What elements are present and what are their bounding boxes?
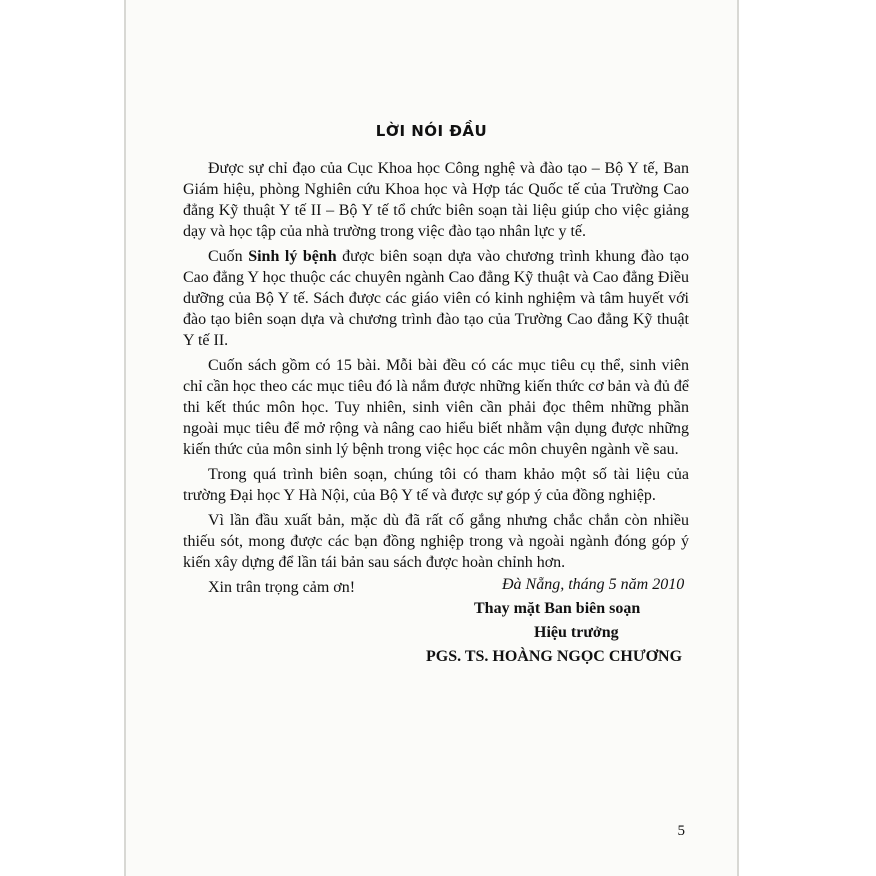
- paragraph-6: Xin trân trọng cảm ơn!: [208, 579, 356, 596]
- paragraph-3: Cuốn sách gồm có 15 bài. Mỗi bài đều có các mục tiêu cụ thể, sinh viên chỉ cần học theo các mục tiêu đó là nắm được những kiến thức cơ bản và đủ để thi kết thúc môn học. Tuy nhiên, sinh viên cần phải đọc thêm những phần ngoài mục tiêu để mở rộng và nâng cao hiểu biết nhằm vận dụng được những kiến thức của môn sinh lý bệnh trong việc học các môn chuyên ngành về sau.: [183, 357, 689, 458]
- on-behalf-line: Thay mặt Ban biên soạn: [474, 600, 641, 617]
- paragraph-4: Trong quá trình biên soạn, chúng tôi có tham khảo một số tài liệu của trường Đại học Y Hà Nội, của Bộ Y tế và được sự góp ý của đồng nghiệp.: [183, 466, 689, 504]
- preface-body: [183, 158, 689, 602]
- page-number: 5: [677, 823, 685, 839]
- paragraph-5: Vì lần đầu xuất bản, mặc dù đã rất cố gắng nhưng chắc chắn còn nhiều thiếu sót, mong được các bạn đồng nghiệp trong và ngoài ngành đóng góp ý kiến xây dựng để lần tái bản sau sách được hoàn chỉnh hơn.: [183, 512, 689, 571]
- paragraph-1: Được sự chỉ đạo của Cục Khoa học Công nghệ và đào tạo – Bộ Y tế, Ban Giám hiệu, phòng Nghiên cứu Khoa học và Hợp tác Quốc tế của Trường Cao đẳng Kỹ thuật Y tế II – Bộ Y tế tổ chức biên soạn tài liệu giúp cho việc giảng dạy và học tập của nhà trường trong việc đào tạo nhân lực y tế.: [183, 160, 689, 240]
- signature-block: [426, 573, 716, 669]
- book-title: Sinh lý bệnh: [248, 248, 337, 265]
- signer-name: PGS. TS. HOÀNG NGỌC CHƯƠNG: [426, 648, 683, 665]
- paragraph-2-pre: Cuốn: [208, 248, 249, 265]
- paragraph-2-post: được biên soạn dựa vào chương trình khung đào tạo Cao đẳng Y học thuộc các chuyên ngành Cao đẳng Kỹ thuật và Cao đẳng Điều dưỡng của Bộ Y tế. Sách được các giáo viên có kinh nghiệm và tâm huyết với đào tạo biên soạn dựa và chương trình đào tạo của Trường Cao đẳng Kỹ thuật Y tế II.: [183, 248, 689, 349]
- page-title: LỜI NÓI ĐẦU: [375, 122, 488, 140]
- paragraph-2: [183, 246, 689, 351]
- book-page: [124, 0, 739, 876]
- place-date: Đà Nẵng, tháng 5 năm 2010: [502, 576, 685, 593]
- signer-role: Hiệu trưởng: [534, 624, 619, 641]
